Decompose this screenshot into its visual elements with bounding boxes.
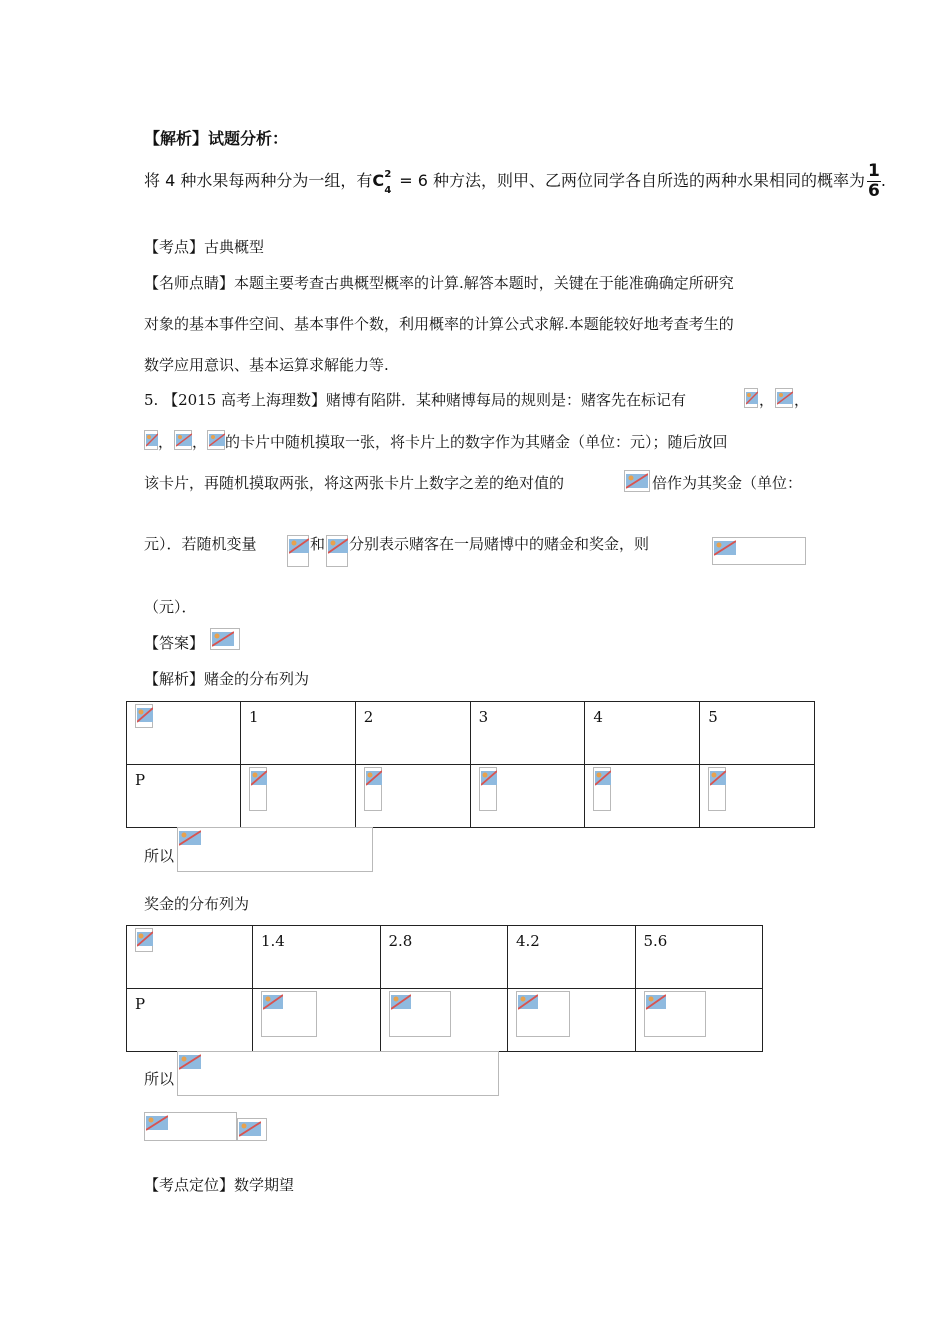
- broken-image-icon: [177, 1051, 499, 1096]
- table-cell: [380, 989, 508, 1052]
- broken-image-icon: [135, 704, 153, 728]
- table-row: [127, 989, 763, 1052]
- prize-distribution-table: [126, 925, 763, 1052]
- analysis-header: 【解析】试题分析：: [144, 129, 289, 148]
- broken-image-icon: [389, 991, 451, 1037]
- table-cell: [355, 765, 470, 828]
- table-cell: [700, 765, 815, 828]
- broken-image-icon: [174, 430, 192, 450]
- q5-line3: 该卡片，再随机摸取两张，将这两张卡片上数字之差的绝对值的: [144, 474, 565, 492]
- kaodian-classical: 【考点】古典概型: [144, 238, 265, 256]
- broken-image-icon: [744, 388, 758, 408]
- table-row: [127, 926, 763, 989]
- table-cell: 4: [585, 702, 700, 765]
- broken-image-icon: [775, 388, 793, 408]
- broken-image-icon: [135, 928, 153, 952]
- broken-image-icon: [287, 535, 309, 567]
- table-cell: P: [127, 765, 241, 828]
- broken-image-icon: [516, 991, 570, 1037]
- wager-distribution-table: [126, 701, 815, 828]
- probability-fraction: $\frac{1}{6}$: [867, 161, 880, 201]
- combination-symbol: C 2 4: [372, 169, 392, 196]
- broken-image-icon: [712, 537, 806, 565]
- table-cell: 1: [241, 702, 356, 765]
- table-cell: P: [127, 989, 253, 1052]
- broken-image-icon: [249, 767, 267, 811]
- broken-image-icon: [210, 628, 240, 650]
- broken-image-icon: [364, 767, 382, 811]
- suoyi-2: 所以: [144, 1070, 175, 1088]
- analysis-pre: 将 4 种水果每两种分为一组，有: [144, 171, 373, 190]
- table-cell: 5: [700, 702, 815, 765]
- mingshi-line1: 【名师点睛】本题主要考查古典概型概率的计算.解答本题时，关键在于能准确确定所研究: [144, 274, 734, 292]
- broken-image-icon: [479, 767, 497, 811]
- suoyi-1: 所以: [144, 847, 175, 865]
- broken-image-icon: [624, 470, 650, 492]
- broken-image-icon: [144, 1112, 237, 1141]
- q5-line1: 5. 【2015 高考上海理数】赌博有陷阱．某种赌博每局的规则是：赌客先在标记有: [144, 391, 687, 409]
- broken-image-icon: [593, 767, 611, 811]
- q5-line4: 元）．若随机变量: [144, 535, 257, 553]
- table-cell: 3: [470, 702, 585, 765]
- broken-image-icon: [207, 430, 225, 450]
- prize-distribution-label: 奖金的分布列为: [144, 895, 250, 913]
- table-cell: [635, 989, 763, 1052]
- table-cell: [127, 702, 241, 765]
- broken-image-icon: [237, 1118, 267, 1141]
- table-row: [127, 765, 815, 828]
- table-cell: 5.6: [635, 926, 763, 989]
- table-cell: [241, 765, 356, 828]
- broken-image-icon: [326, 535, 348, 567]
- broken-image-icon: [708, 767, 726, 811]
- table-row: [127, 702, 815, 765]
- kaodian-expectation: 【考点定位】数学期望: [144, 1176, 295, 1194]
- broken-image-icon: [261, 991, 317, 1037]
- table-cell: 2: [355, 702, 470, 765]
- mingshi-line3: 数学应用意识、基本运算求解能力等.: [144, 356, 389, 374]
- answer-label: 【答案】: [144, 634, 205, 652]
- broken-image-icon: [177, 827, 373, 872]
- q5-line4-post: 分别表示赌客在一局赌博中的赌金和奖金，则: [349, 535, 650, 553]
- analysis-line: 将 4 种水果每两种分为一组，有C 2 4 = 6 种方法，则甲、乙两位同学各自所选的两种水果相同的概率为 $\frac{1}{6}$ .: [144, 161, 886, 201]
- table-cell: [470, 765, 585, 828]
- q5-line3-post: 倍作为其奖金（单位：: [652, 474, 803, 492]
- jiexi-wager-label: 【解析】赌金的分布列为: [144, 670, 310, 688]
- table-cell: 2.8: [380, 926, 508, 989]
- table-cell: 1.4: [253, 926, 381, 989]
- broken-image-icon: [144, 430, 158, 450]
- table-cell: [585, 765, 700, 828]
- q5-line2: 的卡片中随机摸取一张，将卡片上的数字作为其赌金（单位：元）；随后放回: [225, 433, 728, 451]
- analysis-eq: = 6 种方法，则甲、乙两位同学各自所选的两种水果相同的概率为: [394, 171, 865, 190]
- q5-line5: （元）．: [144, 598, 197, 616]
- table-cell: [127, 926, 253, 989]
- table-cell: [508, 989, 636, 1052]
- table-cell: [253, 989, 381, 1052]
- table-cell: 4.2: [508, 926, 636, 989]
- mingshi-line2: 对象的基本事件空间、基本事件个数，利用概率的计算公式求解.本题能较好地考查考生的: [144, 315, 734, 333]
- broken-image-icon: [644, 991, 706, 1037]
